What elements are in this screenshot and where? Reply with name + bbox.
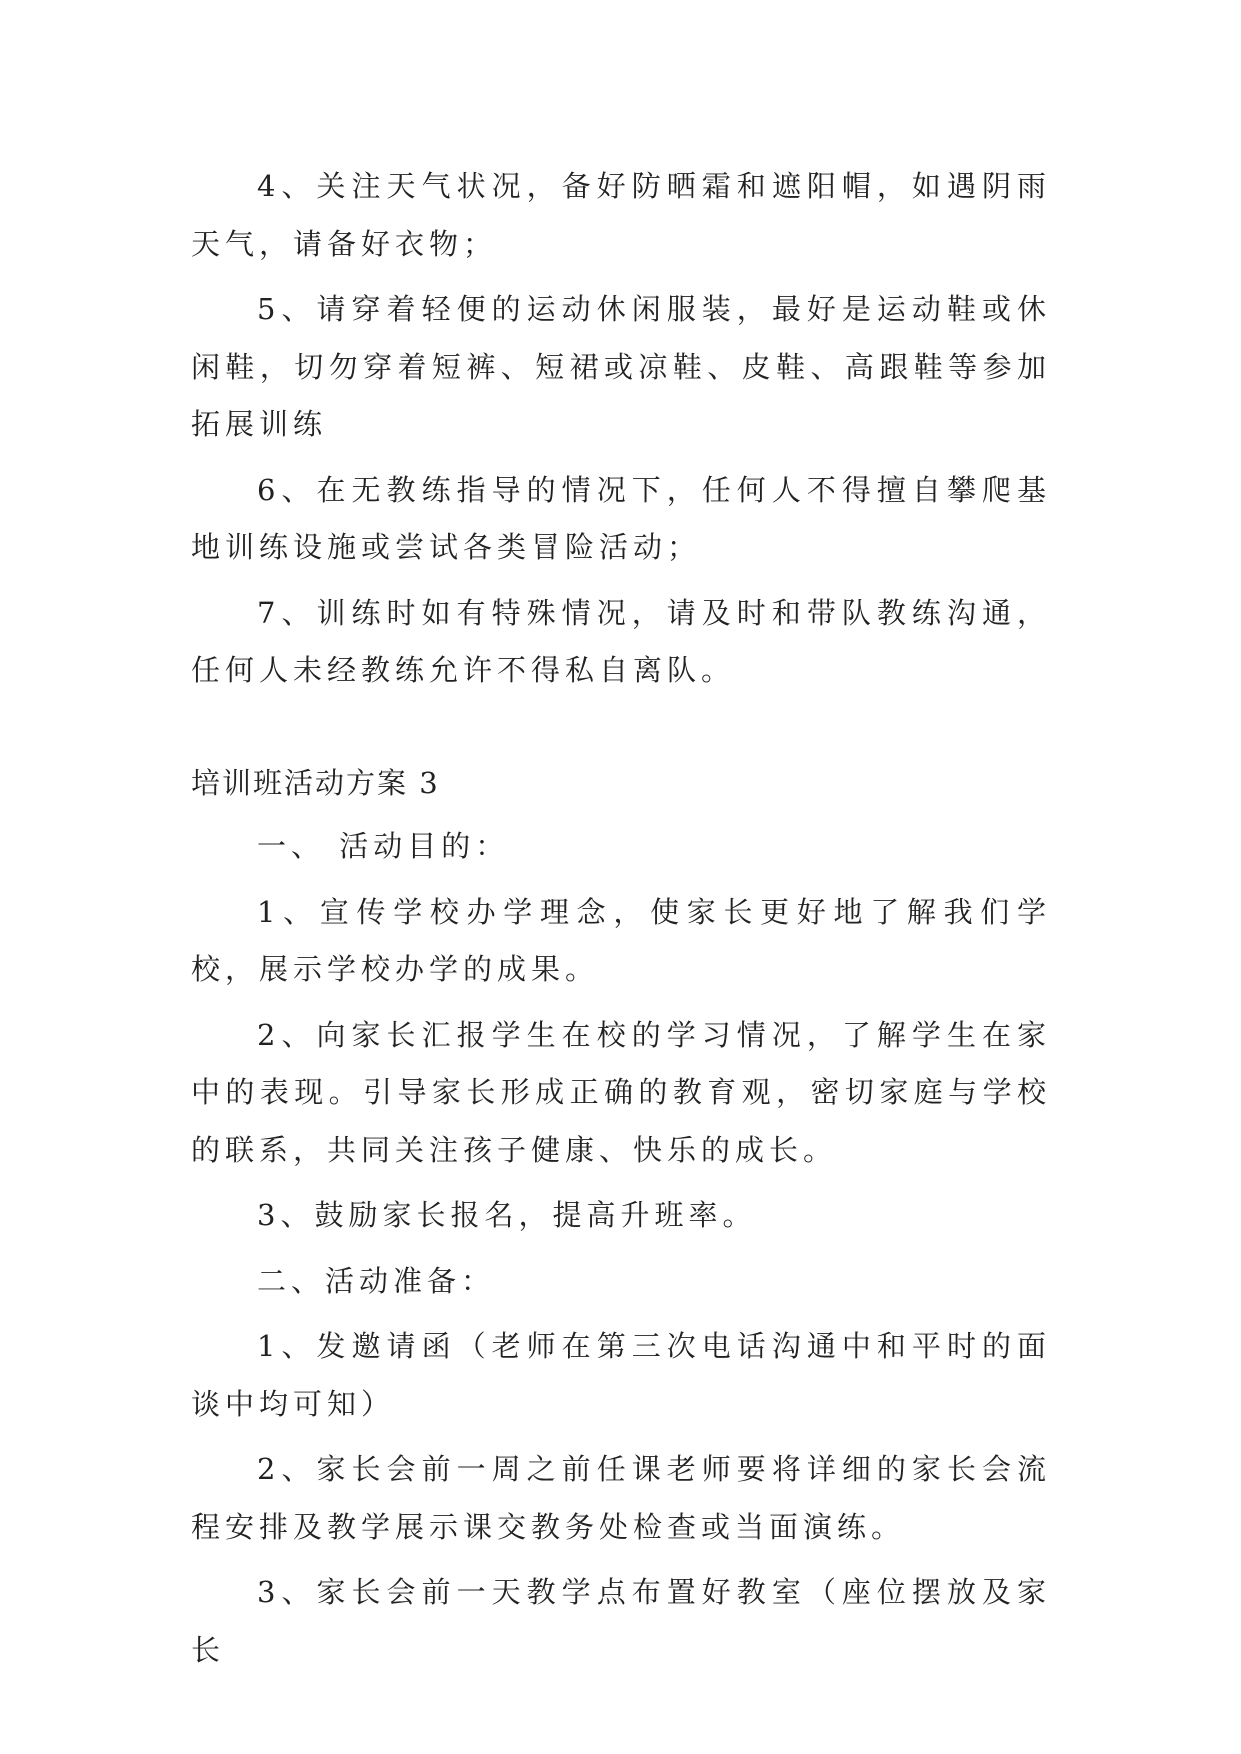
purpose-item-1: 1、宣传学校办学理念，使家长更好地了解我们学校，展示学校办学的成果。 <box>191 894 1051 986</box>
prep-item-2: 2、家长会前一周之前任课老师要将详细的家长会流程安排及教学展示课交教务处检查或当面演练。 <box>191 1452 1051 1544</box>
document-body <box>191 158 1051 1687</box>
purpose-item-3: 3、鼓励家长报名，提高升班率。 <box>257 1198 757 1232</box>
purpose-heading: 一、 活动目的： <box>257 829 510 863</box>
prep-heading: 二、活动准备： <box>257 1263 496 1298</box>
prep-item-3: 3、家长会前一天教学点布置好教室（座位摆放及家长 <box>191 1575 1051 1667</box>
prep-item-1: 1、发邀请函（老师在第三次电话沟通中和平时的面谈中均可知） <box>191 1329 1051 1421</box>
paragraph-item-5: 5、请穿着轻便的运动休闲服装，最好是运动鞋或休闲鞋，切勿穿着短裤、短裙或凉鞋、皮鞋、高跟鞋等参加拓展训练 <box>191 292 1051 441</box>
paragraph-item-4: 4、关注天气状况，备好防晒霜和遮阳帽，如遇阴雨天气，请备好衣物； <box>191 169 1051 261</box>
paragraph-item-7: 7、训练时如有特殊情况，请及时和带队教练沟通，任何人未经教练允许不得私自离队。 <box>191 595 1051 687</box>
paragraph-item-6: 6、在无教练指导的情况下，任何人不得擅自攀爬基地训练设施或尝试各类冒险活动； <box>191 472 1051 564</box>
section-title: 培训班活动方案 3 <box>191 765 440 800</box>
purpose-item-2: 2、向家长汇报学生在校的学习情况，了解学生在家中的表现。引导家长形成正确的教育观，密切家庭与学校的联系，共同关注孩子健康、快乐的成长。 <box>191 1017 1051 1167</box>
